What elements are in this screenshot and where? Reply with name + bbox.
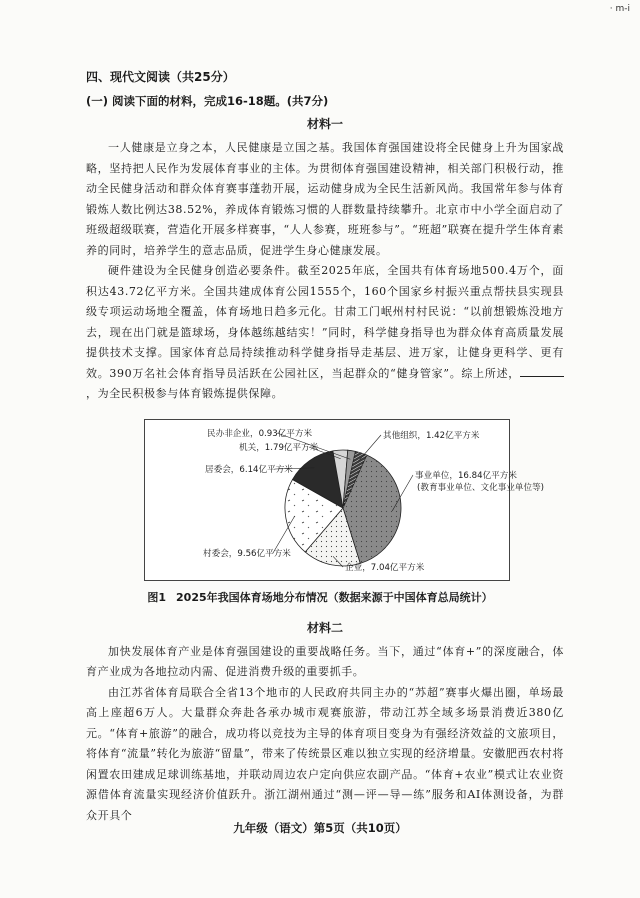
pie-slice-label: 事业单位，16.84亿平方米 <box>415 470 517 481</box>
material1-paragraph-1: 一人健康是立身之本，人民健康是立国之基。我国体育强国建设将全民健身上升为国家战略，坚持把人民作为发展体育事业的主体。为贯彻体育强国建设精神，相关部门积极行动，推动全民健身活动和群众体育赛事蓬勃开展，运动健身成为全民生活新风尚。我国常年参与体育锻炼人数比例达38.52%，养成体育锻炼习惯的人群数量持续攀升。北京市中小学全面启动了班级超级联赛，营造化开展多样赛事，“人人参赛，班班参与”。“班超”联赛在提升学生体育素养的同时，培养学生的意志品质，促进学生身心健康发展。 <box>86 141 564 257</box>
material2-title: 材料二 <box>306 620 343 635</box>
pie-slice-sublabel: (教育事业单位、文化事业单位等) <box>417 482 545 493</box>
pie-slice-label: 机关，1.79亿平方米 <box>239 442 319 453</box>
pie-slice-label: 企业，7.04亿平方米 <box>345 562 425 573</box>
corner-mark: · m-i <box>609 4 630 14</box>
material1-paragraph-2-text: 硬件建设为全民健身创造必要条件。截至2025年底，全国共有体育场地500.4万个，面积达43.72亿平方米。全国共建成体育公园1555个，160个国家乡村振兴重点帮扶县实现县级专项运动场地全覆盖，体育场地日趋多元化。甘肃工门岷州村村民说：“以前想锻炼没地方去，现在出门就是篮球场，身体越练越结实！”同时，科学健身指导也为群众体育高质量发展提供技术支撑。国家体育总局持续推动科学健身指导走基层、进万家，让健身更科学、更有效。390万名社会体育指导员活跃在公园社区，当起群众的“健身管家”。综上所述， <box>86 264 564 380</box>
section-subtitle: (一) 阅读下面的材料，完成16-18题。(共7分) <box>86 94 329 108</box>
page-footer: 九年级（语文）第5页（共10页） <box>233 821 407 835</box>
pie-chart-svg <box>145 420 545 580</box>
exam-page <box>86 68 564 826</box>
material1-paragraph-2-tail: ，为全民积极参与体育锻炼提供保障。 <box>86 387 284 400</box>
pie-slice-label: 民办非企业，0.93亿平方米 <box>207 428 313 439</box>
figure-label: 图1 <box>147 590 167 604</box>
pie-slice-label: 村委会，9.56亿平方米 <box>203 548 291 559</box>
material1-paragraph-2 <box>86 261 564 405</box>
pie-slice-label: 居委会，6.14亿平方米 <box>205 464 293 475</box>
chart-title: 2025年我国体育场地分布情况（数据来源于中国体育总局统计） <box>176 590 493 604</box>
pie-chart <box>144 419 545 581</box>
fill-in-blank[interactable] <box>520 365 564 377</box>
material2-paragraph-2: 由江苏省体育局联合全省13个地市的人民政府共同主办的“苏超”赛事火爆出圈，单场最高上座超6万人。大量群众奔赴各承办城市观赛旅游，带动江苏全域多场景消费近380亿元。“体育+旅游”的融合，成功将以竞技为主导的体育项目变身为有强经济效益的文旅项目，将体育“流量”转化为旅游“留量”，带来了传统景区难以独立实现的经济增量。安徽肥西农村将闲置农田建成足球训练基地，并联动周边农户定向供应农副产品。“体育+农业”模式让农业资源借体育流量实现经济价值跃升。浙江湖州通过“测—评—导—练”服务和AI体测设备，为群众开具个 <box>86 685 564 822</box>
section-title: 四、现代文阅读（共25分） <box>86 70 235 84</box>
material1-title: 材料一 <box>306 117 343 131</box>
pie-slice-label: 其他组织，1.42亿平方米 <box>383 430 480 441</box>
material2-paragraph-1: 加快发展体育产业是体育强国建设的重要战略任务。当下，通过“体育+”的深度融合，体育产业成为各地拉动内需、促进消费升级的重要抓手。 <box>86 644 564 678</box>
chart-caption <box>86 589 564 605</box>
